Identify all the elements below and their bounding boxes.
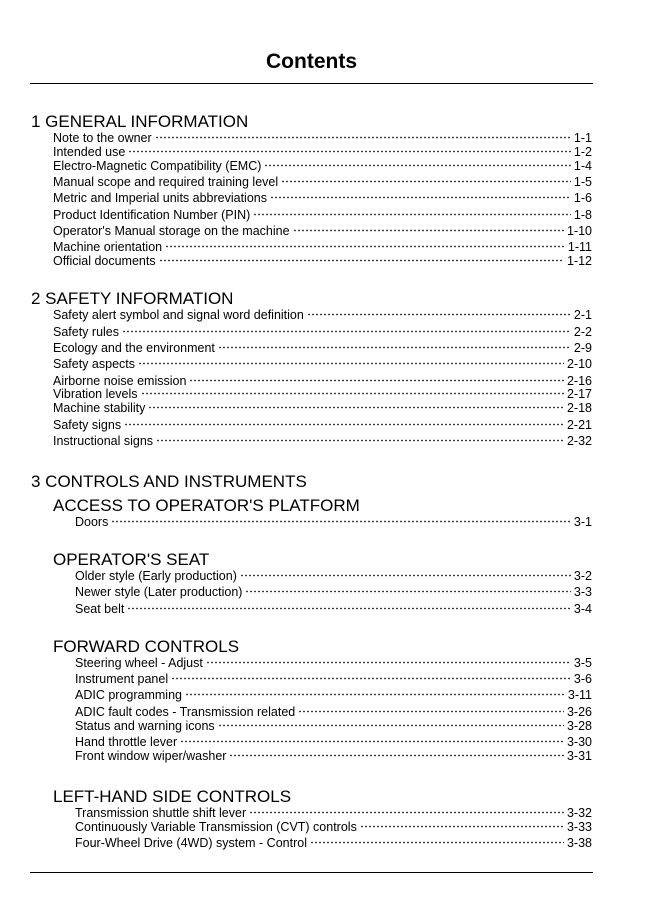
toc-entry[interactable] — [75, 602, 592, 616]
toc-entry[interactable] — [53, 308, 592, 322]
toc-entry-page: 1-4 — [573, 159, 592, 173]
subsection-heading: LEFT-HAND SIDE CONTROLS — [53, 787, 292, 806]
toc-entry[interactable] — [53, 208, 592, 222]
subsection-heading: FORWARD CONTROLS — [53, 637, 240, 656]
leader-dots — [270, 196, 571, 199]
toc-entry-page: 3-3 — [573, 585, 592, 599]
toc-entry-page: 3-4 — [573, 602, 592, 616]
toc-entry[interactable] — [53, 401, 592, 415]
toc-entry-page: 1-8 — [573, 208, 592, 222]
toc-entry-label: Hand throttle lever — [75, 735, 178, 749]
toc-entry[interactable] — [75, 820, 592, 834]
toc-entry-page: 3-11 — [567, 688, 592, 702]
toc-entry-page: 3-38 — [566, 836, 592, 850]
toc-entry-page: 2-16 — [566, 374, 592, 388]
leader-dots — [293, 229, 564, 232]
toc-entry-label: Continuously Variable Transmission (CVT) controls — [75, 820, 357, 834]
toc-entry-page: 1-1 — [573, 131, 592, 145]
toc-entry-label: Operator's Manual storage on the machine — [53, 224, 290, 238]
toc-entry-page: 3-30 — [566, 735, 592, 749]
leader-dots — [127, 607, 571, 610]
toc-entry-page: 2-32 — [566, 434, 592, 448]
toc-entry-label: Transmission shuttle shift lever — [75, 806, 247, 820]
toc-entry-label: ADIC fault codes - Transmission related — [75, 705, 296, 719]
toc-entry-label: Safety signs — [53, 418, 122, 432]
toc-entry-label: Ecology and the environment — [53, 341, 215, 355]
toc-entry-page: 1-6 — [573, 191, 592, 205]
toc-entry[interactable] — [75, 735, 592, 749]
toc-entry-label: Manual scope and required training level — [53, 175, 279, 189]
toc-entry-page: 2-2 — [573, 325, 592, 339]
toc-entry[interactable] — [53, 191, 592, 205]
leader-dots — [155, 136, 571, 139]
toc-entry[interactable] — [75, 719, 592, 733]
toc-entry-page: 1-2 — [573, 145, 592, 159]
toc-entry-label: Instrument panel — [75, 672, 169, 686]
leader-dots — [218, 346, 571, 349]
leader-dots — [298, 710, 564, 713]
leader-dots — [141, 392, 564, 395]
toc-entry-label: Official documents — [53, 254, 156, 268]
leader-dots — [156, 439, 564, 442]
leader-dots — [122, 330, 571, 333]
toc-entry[interactable] — [75, 569, 592, 583]
section-heading: 2 SAFETY INFORMATION — [31, 289, 234, 308]
toc-entry[interactable] — [75, 688, 592, 702]
toc-entry-page: 3-31 — [566, 749, 592, 763]
toc-entry[interactable] — [53, 131, 592, 145]
leader-dots — [138, 362, 564, 365]
toc-entry-page: 2-21 — [566, 418, 592, 432]
toc-entry-label: Seat belt — [75, 602, 125, 616]
toc-entry[interactable] — [53, 175, 592, 189]
toc-entry[interactable] — [75, 749, 592, 763]
toc-entry-page: 2-10 — [566, 357, 592, 371]
leader-dots — [124, 423, 564, 426]
toc-entry-page: 2-1 — [573, 308, 592, 322]
toc-entry-label: ADIC programming — [75, 688, 182, 702]
toc-entry-label: Safety aspects — [53, 357, 135, 371]
toc-entry-label: Safety rules — [53, 325, 120, 339]
leader-dots — [111, 520, 571, 523]
toc-entry-label: Four-Wheel Drive (4WD) system - Control — [75, 836, 307, 850]
leader-dots — [229, 754, 564, 757]
toc-entry-label: Safety alert symbol and signal word definition — [53, 308, 304, 322]
toc-entry-label: Older style (Early production) — [75, 569, 237, 583]
leader-dots — [253, 213, 571, 216]
leader-dots — [185, 693, 565, 696]
leader-dots — [171, 677, 571, 680]
leader-dots — [245, 590, 570, 593]
toc-entry-page: 2-17 — [566, 387, 592, 401]
toc-entry[interactable] — [53, 224, 592, 238]
toc-entry-page: 2-18 — [566, 401, 592, 415]
section-heading: 3 CONTROLS AND INSTRUMENTS — [31, 472, 307, 491]
toc-entry-page: 3-33 — [566, 820, 592, 834]
leader-dots — [180, 740, 564, 743]
leader-dots — [159, 259, 564, 262]
leader-dots — [249, 811, 564, 814]
toc-entry[interactable] — [53, 325, 592, 339]
toc-entry[interactable] — [53, 145, 592, 159]
toc-entry-label: Intended use — [53, 145, 126, 159]
toc-entry-page: 3-32 — [566, 806, 592, 820]
leader-dots — [218, 724, 564, 727]
toc-entry[interactable] — [53, 341, 592, 355]
toc-entry-label: Machine stability — [53, 401, 146, 415]
toc-entry[interactable] — [53, 254, 592, 268]
section-heading: 1 GENERAL INFORMATION — [31, 112, 249, 131]
leader-dots — [310, 841, 564, 844]
toc-entry-label: Electro-Magnetic Compatibility (EMC) — [53, 159, 262, 173]
toc-entry[interactable] — [75, 672, 592, 686]
subsection-heading: OPERATOR'S SEAT — [53, 550, 210, 569]
toc-entry[interactable] — [53, 434, 592, 448]
bottom-divider — [30, 872, 593, 873]
top-divider — [30, 83, 593, 84]
toc-entry[interactable] — [75, 515, 592, 529]
toc-entry-label: Airborne noise emission — [53, 374, 187, 388]
toc-entry-label: Front window wiper/washer — [75, 749, 227, 763]
toc-entry-label: Doors — [75, 515, 109, 529]
leader-dots — [189, 379, 564, 382]
toc-entry[interactable] — [53, 387, 592, 401]
toc-entry-label: Machine orientation — [53, 240, 163, 254]
toc-entry-label: Instructional signs — [53, 434, 154, 448]
leader-dots — [264, 164, 571, 167]
toc-entry-page: 2-9 — [573, 341, 592, 355]
toc-entry-label: Vibration levels — [53, 387, 138, 401]
toc-entry-label: Newer style (Later production) — [75, 585, 243, 599]
toc-entry-page: 1-12 — [566, 254, 592, 268]
leader-dots — [307, 313, 571, 316]
toc-entry-label: Status and warning icons — [75, 719, 215, 733]
toc-entry[interactable] — [53, 418, 592, 432]
toc-entry-page: 3-28 — [566, 719, 592, 733]
leader-dots — [206, 661, 571, 664]
toc-entry[interactable] — [75, 836, 592, 850]
leader-dots — [165, 245, 565, 248]
toc-entry-page: 3-1 — [573, 515, 592, 529]
toc-entry-label: Product Identification Number (PIN) — [53, 208, 251, 222]
toc-entry[interactable] — [75, 806, 592, 820]
leader-dots — [240, 574, 571, 577]
toc-entry[interactable] — [75, 705, 592, 719]
page-title: Contents — [266, 50, 357, 73]
toc-entry-page: 3-5 — [573, 656, 592, 670]
toc-entry[interactable] — [53, 374, 592, 388]
subsection-heading: ACCESS TO OPERATOR'S PLATFORM — [53, 496, 360, 515]
leader-dots — [148, 406, 564, 409]
toc-entry-page: 3-26 — [566, 705, 592, 719]
toc-entry-page: 3-2 — [573, 569, 592, 583]
toc-entry-page: 1-5 — [573, 175, 592, 189]
toc-entry-page: 1-10 — [566, 224, 592, 238]
toc-entry[interactable] — [53, 240, 592, 254]
toc-entry-label: Metric and Imperial units abbreviations — [53, 191, 267, 205]
toc-entry-page: 3-6 — [573, 672, 592, 686]
toc-entry[interactable] — [53, 357, 592, 371]
toc-entry-label: Note to the owner — [53, 131, 152, 145]
toc-entry-label: Steering wheel - Adjust — [75, 656, 203, 670]
leader-dots — [360, 825, 564, 828]
toc-entry[interactable] — [75, 656, 592, 670]
toc-entry[interactable] — [53, 159, 592, 173]
toc-entry[interactable] — [75, 585, 592, 599]
toc-entry-page: 1-11 — [567, 240, 592, 254]
leader-dots — [281, 180, 571, 183]
leader-dots — [128, 150, 571, 153]
